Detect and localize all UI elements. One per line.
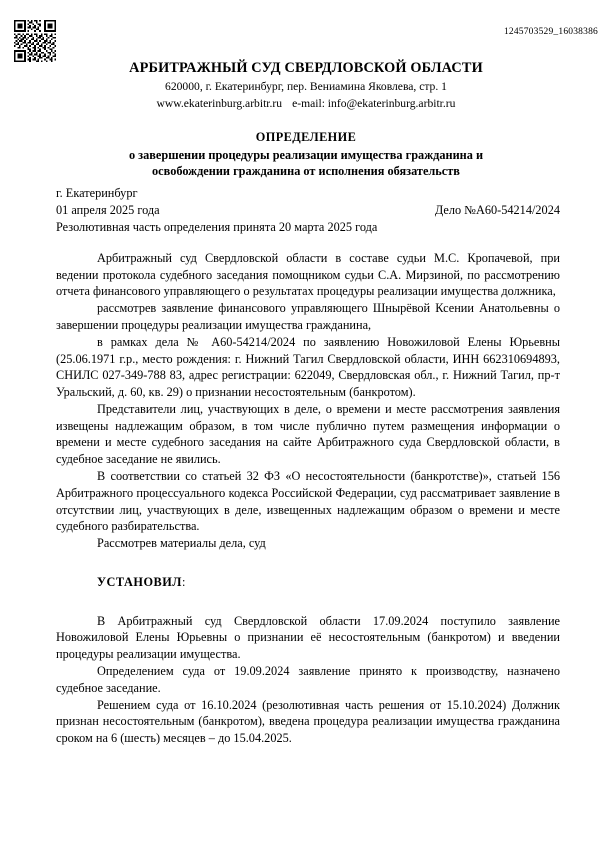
paragraph-materials-reviewed: Рассмотрев материалы дела, суд	[97, 536, 266, 551]
document-title-block	[0, 130, 612, 180]
section-heading-colon: :	[181, 574, 186, 589]
paragraph-debtor-details: в рамках дела № А60-54214/2024 по заявлению Новожиловой Елены Юрьевны (25.06.1971 г.р., место рождения: г. Нижний Тагил Свердловской области, ИНН 662310694893, СНИЛС 027-349-788 83, адрес регистрации: 622049, Свердловская обл., г. Нижний Тагил, пр-т Уральский, д. 60, кв. 29) о признании несостоятельным (банкротом).	[56, 334, 560, 400]
document-type-heading: ОПРЕДЕЛЕНИЕ	[255, 129, 357, 144]
court-website[interactable]: www.ekaterinburg.arbitr.ru	[156, 97, 283, 111]
document-subject-heading: о завершении процедуры реализации имущества гражданина и освобождении гражданина от исполнения обязательств	[128, 147, 484, 178]
court-email[interactable]: e-mail: info@ekaterinburg.arbitr.ru	[292, 97, 456, 111]
meta-row-city	[56, 185, 560, 202]
document-header-bar	[0, 0, 612, 58]
meta-row-resolution	[56, 219, 560, 236]
court-contacts	[0, 95, 612, 112]
paragraph-bankruptcy-decision: Решением суда от 16.10.2024 (резолютивная часть решения от 15.10.2024) Должник признан несостоятельным (банкротом), введена процедура реализации имущества гражданина сроком на 6 (шесть) месяцев – до 15.04.2025.	[56, 697, 560, 746]
paragraph-manager-application: рассмотрев заявление финансового управляющего Шнырёвой Ксении Анатольевны о завершении процедуры реализации имущества гражданина,	[56, 301, 560, 332]
meta-row-date-case	[56, 202, 560, 219]
qr-code-icon	[14, 20, 56, 62]
court-address: 620000, г. Екатеринбург, пер. Вениамина Яковлева, стр. 1	[165, 79, 447, 93]
resolution-note: Резолютивная часть определения принята 20 марта 2025 года	[56, 220, 378, 235]
section-heading-text: УСТАНОВИЛ	[97, 574, 182, 589]
court-letterhead	[0, 60, 612, 113]
paragraph-notification-of-parties: Представители лиц, участвующих в деле, о времени и месте рассмотрения заявления извещены надлежащим образом, в том числе публично путем размещения информации о времени и месте судебного заседания на сайте Арбитражного суда Свердловской области, в судебное заседание не явились.	[56, 401, 560, 467]
paragraph-composition-of-court: Арбитражный суд Свердловской области в составе судьи М.С. Кропачевой, при ведении протокола судебного заседания помощником судьи С.А. Мирзиной, по рассмотрению отчета финансового управляющего о результатах процедуры реализации имущества должника,	[56, 250, 560, 299]
paragraph-application-accepted: Определением суда от 19.09.2024 заявление принято к производству, назначено судебное заседание.	[56, 664, 560, 695]
document-date: 01 апреля 2025 года	[56, 203, 160, 218]
section-heading-ustanovil	[56, 574, 560, 591]
document-number: 1245703529_16038386	[503, 27, 598, 37]
paragraph-legal-basis: В соответствии со статьей 32 ФЗ «О несостоятельности (банкротстве)», статьей 156 Арбитражного процессуального кодекса Российской Федерации, суд рассматривает заявление в отсутствии лиц, участвующих в деле, извещенных надлежащим образом о времени и месте судебного разбирательства.	[56, 469, 560, 534]
document-body	[0, 250, 612, 747]
case-number: Дело №А60-54214/2024	[434, 203, 560, 218]
document-meta	[0, 185, 612, 236]
city-label: г. Екатеринбург	[56, 186, 138, 201]
court-name: АРБИТРАЖНЫЙ СУД СВЕРДЛОВСКОЙ ОБЛАСТИ	[129, 60, 483, 76]
paragraph-application-received: В Арбитражный суд Свердловской области 17.09.2024 поступило заявление Новожиловой Елены Юрьевны о признании её несостоятельным (банкротом) и введении процедуры реализации имущества.	[56, 613, 560, 662]
